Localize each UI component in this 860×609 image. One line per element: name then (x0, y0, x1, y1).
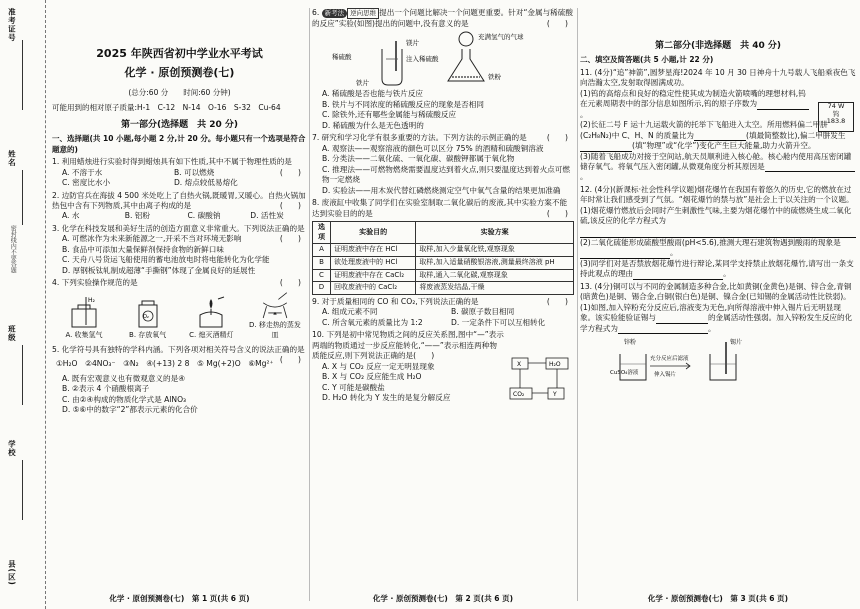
exam-meta: (总分:60 分 时间:60 分钟) (128, 88, 231, 98)
part1-instruction: 一、选择题(共 10 小题,每小题 2 分,计 20 分。每小题只有一个选项是符合题意的) (52, 134, 306, 154)
column-divider-2 (577, 8, 578, 601)
q8-stem: 8. 废液缸中收集了同学们在实验室制取二氧化碳后的废液,其中实验方案不能达到实验目的的是 (312, 198, 568, 218)
table-row (313, 244, 574, 257)
binding-strip (0, 0, 46, 609)
exam-number-line (22, 40, 23, 110)
q13-part1b: 的金属活动性强弱。加入锌粉发生反应的化学方程式为 (580, 313, 853, 333)
q4-figure-c-caption: C. 熄灭酒精灯 (189, 331, 234, 340)
q2-option-b[interactable]: B. 铝粉 (124, 211, 150, 221)
question-13: 13. (4分)铜可以与不同的金属制造多种合金,比如黄铜(金黄色)是铜、锌合金,青铜(暗黄色)是铜、锡合金,白铜(银白色)是铜、镍合金(已知锡的金属活动性比铁弱)。 (1)如图,加入锌粉充分反应后,溶液变为无色,向所得溶液中伸入锡片后无明显现象。该实验能验证锡与 的金属活动性强弱。加入锌粉发生反应的化学方程式为 。 锌粉 CuSO₄溶液 充分反应后滤液 伸入锡片 锡片 (580, 282, 856, 386)
exam-number-label: 准考证号 (7, 8, 17, 42)
q12-part2: (2)二氧化硫能形成硫酸型酸雨(pH<5.6),推测大理石建筑物遇到酸雨的现象是 (580, 237, 841, 247)
question-5 (52, 345, 307, 416)
q2-option-d[interactable]: D. 活性炭 (250, 211, 284, 221)
page3-footer: 化学 · 原创预测卷(七) 第 3 页(共 6 页) (647, 593, 789, 603)
q11-answer-2[interactable] (694, 133, 746, 141)
exam-title: 2025 年陕西省初中学业水平考试 (96, 47, 263, 60)
q8-row-d-plan: 将废液蒸发结晶,干燥 (416, 282, 574, 295)
column-divider-1 (309, 8, 310, 601)
q10-option-a[interactable]: A. X 与 CO₂ 反应一定无明显现象 (322, 361, 435, 371)
tile-mass: 183.8 (826, 117, 846, 126)
q13-part1: (1)如图,加入锌粉充分反应后,溶液变为无色,向所得溶液中伸入锡片后无明显现象。该实验能验证锡与 (580, 302, 841, 323)
q2-option-c[interactable]: C. 碳酸钠 (187, 211, 221, 221)
tile-name: 钨 (832, 109, 840, 118)
column-1 (52, 6, 307, 416)
q4-figure-a[interactable] (56, 291, 112, 341)
jar-icon (133, 295, 163, 329)
node-co2: CO₂ (513, 391, 525, 399)
q9-stem: 9. 对于质量相同的 CO 和 CO₂,下列说法正确的是 (312, 297, 479, 306)
q13-stem: 13. (4分)铜可以与不同的金属制造多种合金,比如黄铜(金黄色)是铜、锌合金,青铜(暗黄色)是铜、锡合金,白铜(银白色)是铜、镍合金(已知锡的金属活动性比铁弱)。 (580, 281, 852, 302)
q13-answer-2[interactable] (618, 326, 708, 334)
q7-answer-bracket[interactable]: ( ) (546, 133, 568, 143)
q8-table (312, 221, 574, 295)
q13-label-sn: 锡片 (730, 339, 743, 346)
q6-label-inject: 注入稀硫酸 (406, 55, 439, 64)
question-8 (312, 198, 574, 295)
q8-row-a-plan: 取样,加入少量氧化铁,观察现象 (416, 244, 574, 257)
q8-row-a-goal: 证明废液中存在 HCl (331, 244, 416, 257)
school-label: 学校 (7, 440, 17, 457)
atomic-masses: 可能用到的相对原子质量:H-1 C-12 N-14 O-16 S-32 Cu-64 (52, 102, 281, 112)
q11-answer-4[interactable] (765, 164, 855, 172)
q5-option-d[interactable]: D. ⑤⑥中的数字“2”都表示元素的化合价 (62, 405, 198, 415)
part1-heading: 第一部分(选择题 共 20 分) (120, 120, 239, 131)
q5-answer-bracket[interactable]: ( ) (279, 355, 301, 365)
q13-answer-1[interactable] (656, 316, 708, 324)
q6-option-c[interactable]: C. 除铁外,还有哪些金属能与稀硫酸反应 (322, 110, 457, 120)
q7-stem: 7. 研究和学习化学有很多重要的方法。下列方法的示例正确的是 (312, 133, 527, 143)
tile-symbol: W (837, 101, 845, 110)
q3-stem: 3. 化学在科技发展和美好生活的创造方面意义非常重大。下列说法正确的是 (52, 223, 305, 233)
q10-stem: 10. 下列是初中常见物质之间的反应关系图,图中“—”表示两端的物质通过一步反应能转化,“——”表示相连两种物质能反应,则下列说法正确的是 (312, 330, 504, 361)
q13-experiment-figure (610, 336, 770, 386)
class-line (22, 345, 23, 405)
q4-figure-d[interactable] (247, 291, 303, 341)
q6-label-balloon: 充满氢气的气球 (478, 33, 524, 42)
column-3 (580, 6, 856, 386)
q4-figure-b-caption: B. 存放氧气 (129, 331, 167, 340)
q8-row-d-option: D (313, 282, 331, 295)
question-6: 6. 新考法 逆向思维 提出一个问题比解决一个问题更重要。针对“金属与稀硫酸的反应”实验(如图)提出的问题中,没有意义的是 ( ) 稀硫酸 镁片 铁片 注入稀硫酸 充满氢气的气球 铁粉 A. 稀硫酸是否也能与铁片反应 B. 铁片与不同浓度的稀硫酸反应的现象是否相同 C. 除铁外,还有哪些金属能与稀硫酸反应 D. 稀硫酸为什么是无色透明的 (312, 8, 573, 130)
q4-answer-bracket[interactable]: ( ) (279, 278, 301, 288)
q12-answer-2[interactable] (580, 251, 670, 259)
q4-figure-a-caption: A. 收集氢气 (65, 331, 103, 340)
q8-header-option: 选项 (313, 222, 331, 244)
q8-row-c-plan: 取样,通入二氧化碳,观察现象 (416, 269, 574, 282)
q8-answer-bracket[interactable]: ( ) (546, 208, 568, 218)
question-4 (52, 278, 307, 342)
question-3 (52, 224, 307, 276)
q10-relation-diagram (508, 354, 572, 404)
q1-option-a[interactable]: A. 不溶于水 (62, 167, 103, 177)
question-2 (52, 191, 307, 222)
q6-option-d[interactable]: D. 稀硫酸为什么是无色透明的 (322, 120, 424, 130)
q13-label-cuso4: CuSO₄溶液 (610, 370, 639, 376)
q13-label-zn: 锌粉 (624, 339, 637, 346)
node-h2o: H₂O (549, 361, 561, 369)
part2-instruction: 二、填空及简答题(共 5 小题,计 22 分) (580, 55, 714, 65)
q5-option-c[interactable]: C. 由②④构成的物质化学式是 AlNO₃ (62, 394, 187, 404)
q11-part3: (3)随着飞船成功对接于空间站,航天员顺利进入核心舱。核心舱内使用高压密闭罐储存氧气。将氧气压入密闭罐,从微观角度分析其原因是 (580, 151, 852, 171)
q6-badge: 新考法 (322, 9, 348, 18)
q12-part3: (3)同学们对是否禁放烟花爆竹进行辩论,某同学支持禁止放烟花爆竹,请写出一条支持此观点的理由 (580, 258, 854, 279)
node-x: X (517, 361, 522, 369)
q9-option-a[interactable]: A. 组成元素不同 (322, 307, 378, 317)
class-label: 班级 (7, 325, 17, 342)
question-1 (52, 157, 307, 188)
q1-option-b[interactable]: B. 可以燃烧 (173, 167, 215, 177)
q6-answer-bracket[interactable]: ( ) (546, 18, 568, 28)
q6-stem: 提出一个问题比解决一个问题更重要。针对“金属与稀硫酸的反应”实验(如图)提出的问题中,没有意义的是 (312, 8, 573, 28)
q10-answer-bracket[interactable]: ( ) (413, 351, 435, 361)
q10-option-b[interactable]: B. X 与 CO₂ 反应能生成 H₂O (322, 372, 422, 382)
q11-answer-1[interactable] (757, 102, 809, 110)
q1-stem: 1. 利用蜡烛进行实验时得到蜡烛具有如下性质,其中不属于物理性质的是 (52, 157, 292, 167)
q2-stem: 2. 边防官兵在海拔 4 500 米处吃上了自热火锅,既暖胃,又暖心。自热火锅加热包中含有下列物质,其中由离子构成的是 (52, 190, 306, 210)
name-label: 姓名 (7, 150, 17, 167)
question-7 (312, 133, 574, 196)
q7-option-b[interactable]: B. 分类法——二氧化硫、一氧化碳、碳酸钾都属于氧化物 (322, 154, 515, 164)
part2-heading: 第二部分(非选择题 共 40 分) (654, 41, 782, 51)
q7-option-a[interactable]: A. 观察法——观察溶液的颜色可以区分 75% 的酒精和硫酸铜溶液 (322, 143, 544, 153)
q6-badge2: 逆向思维 (347, 8, 379, 19)
q13-label-insert: 伸入锡片 (654, 372, 677, 378)
q8-row-b-option: B (313, 257, 331, 270)
question-9 (312, 297, 574, 328)
q9-answer-bracket[interactable]: ( ) (546, 297, 568, 306)
gas-bottle-icon (64, 295, 104, 329)
name-line (22, 170, 23, 225)
h2-label: H₂ (88, 297, 95, 305)
q6-apparatus-figure (312, 29, 574, 89)
q4-figure-c[interactable] (183, 291, 239, 341)
q2-answer-bracket[interactable]: ( ) (279, 201, 301, 210)
q12-stem: 12. (4分)(新课标·社会性科学议题)烟花爆竹在我国有着悠久的历史,它的燃放在过年时常让我们感受到了气氛。“烟花爆竹的禁与放”是社会上于以关注的一个议题。 (580, 184, 854, 205)
table-row (313, 282, 574, 295)
node-y: Y (553, 391, 557, 399)
q11-answer-3[interactable] (580, 144, 632, 152)
q3-option-a[interactable]: A. 可燃冰作为未来新能源之一,开采不当对环境无影响 (62, 234, 242, 244)
q6-option-a[interactable]: A. 稀硫酸是否也能与铁片反应 (322, 89, 424, 99)
evaporating-dish-icon (257, 291, 293, 320)
question-12: 12. (4分)(新课标·社会性科学议题)烟花爆竹在我国有着悠久的历史,它的燃放在过年时常让我们感受到了气氛。“烟花爆竹的禁与放”是社会上于以关注的一个议题。 (1)烟花爆竹燃放后会同时产生刺激性气味,主要为烟花爆竹中的硫燃烧生成二氧化硫,该反应的化学方程式为 (2)二氧化硫能形成硫酸型酸雨(pH<5.6),推测大理石建筑物遇到酸雨的现象是。 (3)同学们对是否禁放烟花爆竹进行辩论,某同学支持禁止放烟花爆竹,请写出一条支持此观点的理由 。 (580, 185, 856, 280)
q12-part1: (1)烟花爆竹燃放后会同时产生刺激性气味,主要为烟花爆竹中的硫燃烧生成二氧化硫,该反应的化学方程式为 (580, 205, 852, 226)
column-2 (312, 6, 574, 404)
q5-stem: 5. 化学符号具有独特的学科内涵。下列各项对相关符号含义的说法正确的是 (52, 344, 305, 354)
q8-row-c-goal: 证明废液中存在 CaCl₂ (331, 269, 416, 282)
q3-option-b[interactable]: B. 食品中可添加大量保鲜剂保持食物的新鲜口味 (62, 244, 224, 254)
q9-option-c[interactable]: C. 所含氧元素的质量比为 1:2 (322, 317, 423, 327)
q6-label-fe-powder: 铁粉 (488, 73, 501, 82)
q6-label-mg: 镁片 (406, 39, 419, 48)
cut-note: 密封线内不要答题 (9, 225, 17, 273)
q3-option-d[interactable]: D. 厚钢板钛轧制成超薄“手撕钢”体现了金属良好的延展性 (62, 265, 256, 275)
q3-answer-bracket[interactable]: ( ) (279, 234, 301, 244)
page2-footer: 化学 · 原创预测卷(七) 第 2 页(共 6 页) (372, 593, 514, 603)
q8-row-b-plan: 取样,加入适量硝酸银溶液,测量最终溶液 pH (416, 257, 574, 270)
q8-row-c-option: C (313, 269, 331, 282)
q11-stem: 11. (4分)“追”神箭”,圆梦星海!2024 年 10 月 30 日神舟十九号载人飞船乘夜色飞向浩瀚太空,发射取得圆满成功。 (580, 67, 856, 88)
table-row (313, 269, 574, 282)
q11-part2c: (填“物理”或“化学”)变化产生巨大能量,助力火箭升空。 (632, 141, 816, 151)
q6-option-b[interactable]: B. 铁片与不同浓度的稀硫酸反应的现象是否相同 (322, 99, 484, 109)
q4-stem: 4. 下列实验操作规范的是 (52, 278, 138, 288)
table-row (313, 257, 574, 270)
q12-answer-1[interactable] (580, 227, 856, 238)
q7-option-d[interactable]: D. 实验法——用木炭代替红磷燃烧测定空气中氧气含量的结果更加准确 (322, 185, 561, 195)
q8-row-b-goal: 欲处理废液中的 HCl (331, 257, 416, 270)
q5-option-a[interactable]: A. 既有宏观意义也有微观意义的是④ (62, 373, 186, 383)
q8-row-a-option: A (313, 244, 331, 257)
page1-footer: 化学 · 原创预测卷(七) 第 1 页(共 6 页) (109, 593, 250, 603)
q1-option-c[interactable]: C. 密度比水小 (62, 178, 111, 188)
q8-row-d-goal: 回收废液中的 CaCl₂ (331, 282, 416, 295)
q3-option-c[interactable]: C. 天舟八号货运飞船使用的蓄电池放电时将电能转化为化学能 (62, 255, 270, 265)
exam-subtitle: 化学 · 原创预测卷(七) (124, 66, 235, 80)
q13-label-filtrate: 充分反应后滤液 (650, 356, 689, 362)
tungsten-element-tile (818, 102, 854, 132)
q12-answer-3[interactable] (633, 272, 723, 280)
q11-part2b: (填最简整数比),偏二甲肼发生 (746, 130, 846, 140)
tile-number: 74 (827, 101, 836, 110)
q5-symbols: ①H₂O ②4NO₃⁻ ③N₂ ④(+13) 2 8 ⑤ Mg(+2)O ⑥Mg²⁺ (56, 359, 274, 369)
q7-option-c[interactable]: C. 推理法——可燃物燃烧需要温度达到着火点,则只要温度达到着火点可燃物一定燃烧 (322, 164, 570, 185)
q2-option-a[interactable]: A. 水 (62, 211, 80, 221)
county-label: 县(区) (7, 560, 17, 586)
q11-part2: (2)长征二号 F 运十九运载火箭的托举下飞船进入太空。所用燃料偏二甲肼(C₂H₈N₂)中 C、H、N 的质量比为 (580, 120, 828, 140)
alcohol-lamp-icon (194, 295, 228, 329)
q11-part1: (1)钨的高熔点和良好的稳定性使其成为制造火箭喷嘴的理想材料,钨在元素周期表中的部分信息如图所示,钨的原子序数为 (580, 88, 806, 109)
q10-option-d[interactable]: D. H₂O 转化为 Y 发生的是复分解反应 (322, 393, 451, 403)
question-10 (312, 330, 574, 403)
q4-figure-d-caption: D. 移走热的蒸发皿 (249, 321, 301, 340)
school-line (22, 460, 23, 520)
q4-figure-b[interactable] (120, 291, 176, 341)
q1-answer-bracket[interactable]: ( ) (279, 167, 301, 177)
question-11: 11. (4分)“追”神箭”,圆梦星海!2024 年 10 月 30 日神舟十九号载人飞船乘夜色飞向浩瀚太空,发射取得圆满成功。 74 W 钨 183.8 (1)钨的高熔点和良好的稳定性使其成为制造火箭喷嘴的理想材料,钨在元素周期表中的部分信息如图所示,钨的原子序数为。 (2)长征二号 F 运十九运载火箭的托举下飞船进入太空。所用燃料偏二甲肼(C₂H₈N₂)中 C、H、N 的质量比为 (填最简整数比),偏二甲肼发生(填“物理”或“化学”)变化产生巨大能量,助力火箭升空。 (3)随着飞船成功对接于空间站,航天员顺利进入核心舱。核心舱内使用高压密闭罐储存氧气。将氧气压入密闭罐,从微观角度分析其原因是。 (580, 67, 856, 182)
q8-header-goal: 实验目的 (331, 222, 416, 244)
q6-label-acid: 稀硫酸 (332, 53, 352, 62)
q5-option-b[interactable]: B. ②表示 4 个硝酸根离子 (62, 384, 150, 394)
o2-label: O₂ (142, 314, 149, 321)
q4-figures (52, 289, 307, 343)
q9-option-b[interactable]: B. 碳原子数目相同 (451, 307, 515, 317)
q6-label-fe: 铁片 (356, 79, 369, 88)
q8-header-plan: 实验方案 (416, 222, 574, 244)
q1-option-d[interactable]: D. 熔点较低易熔化 (173, 178, 238, 188)
q9-option-d[interactable]: D. 一定条件下可以互相转化 (451, 317, 546, 327)
q10-option-c[interactable]: C. Y 可能是碳酸盐 (322, 382, 385, 392)
